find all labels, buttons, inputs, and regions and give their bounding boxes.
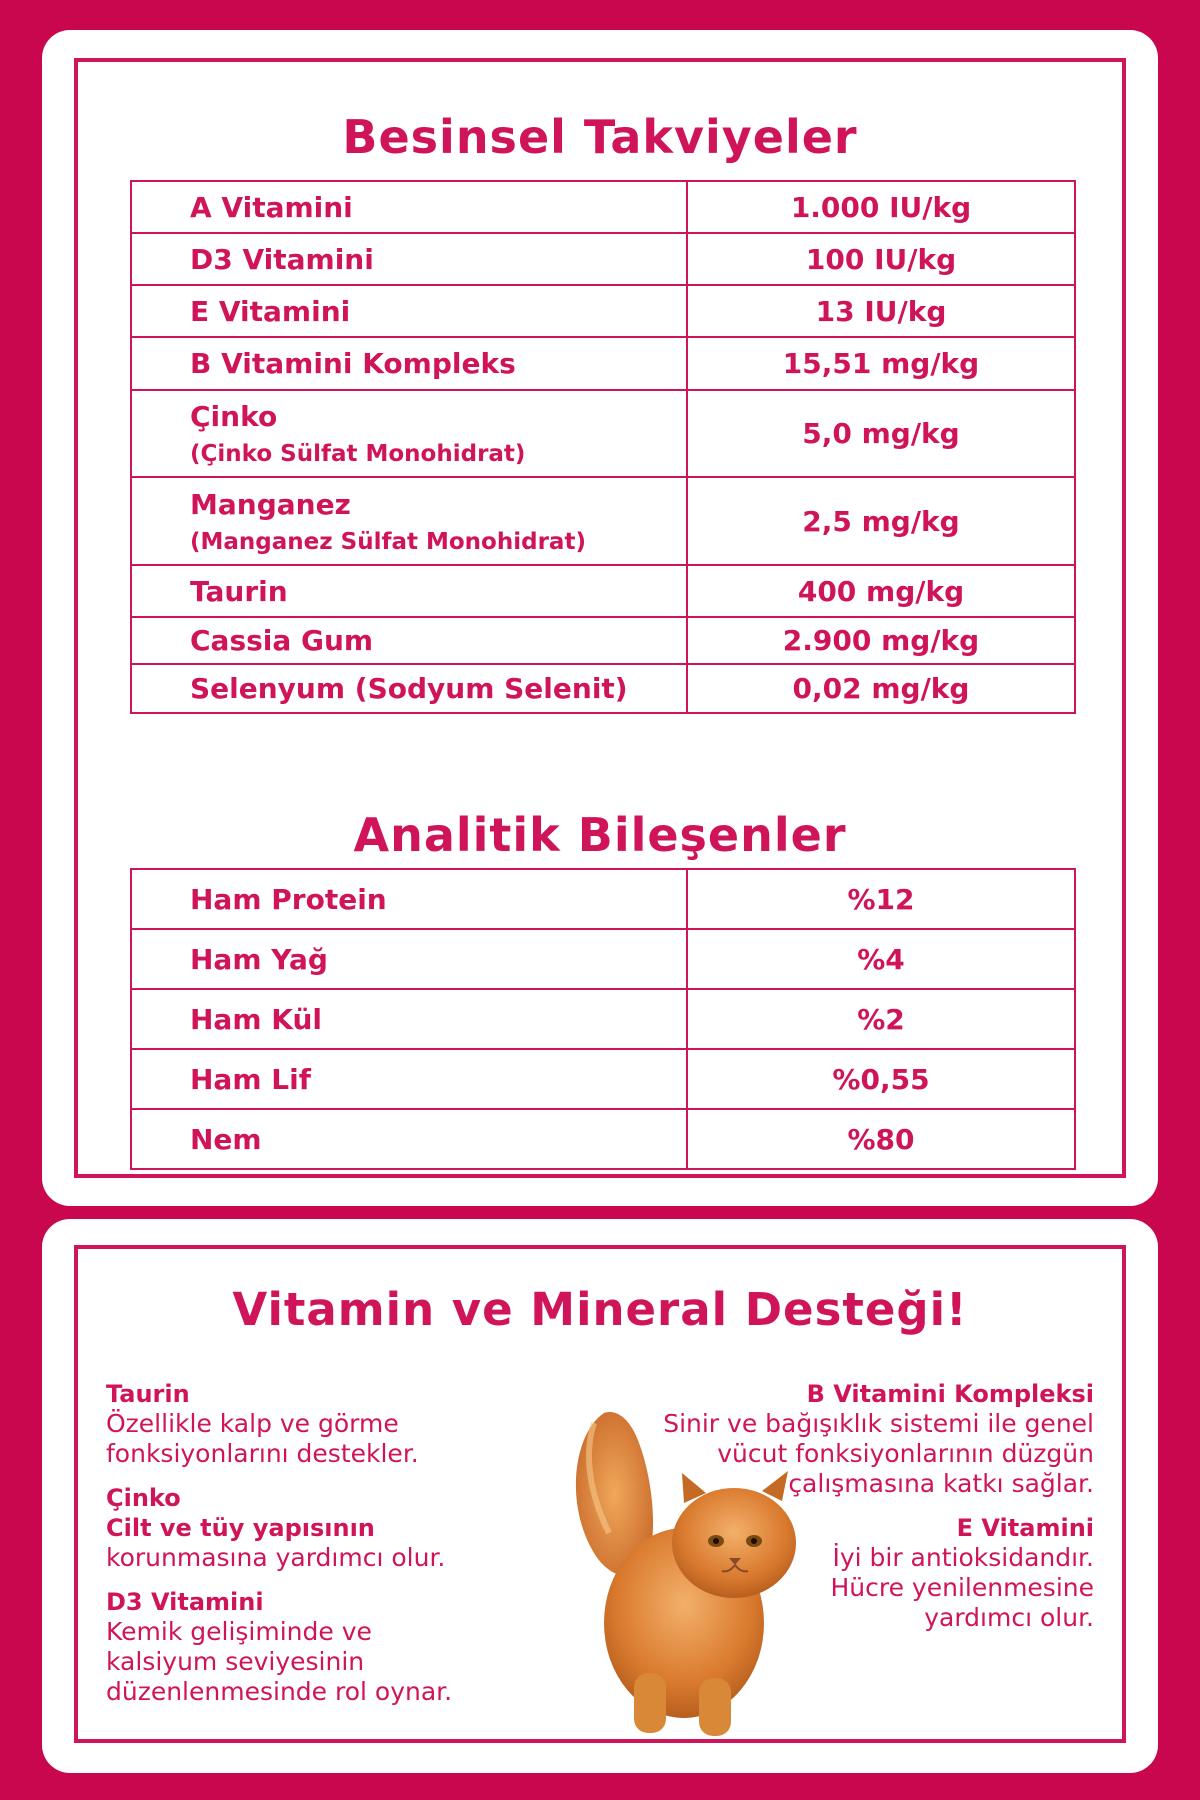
nutrient-value: 5,0 mg/kg — [687, 390, 1075, 477]
support-heading: D3 Vitamini — [106, 1588, 264, 1616]
component-name: Ham Yağ — [131, 929, 687, 989]
nutrient-subname: (Manganez Sülfat Monohidrat) — [190, 528, 586, 555]
supplements-table — [130, 180, 1076, 714]
support-title: Vitamin ve Mineral Desteği! — [232, 1283, 968, 1336]
component-name: Nem — [131, 1109, 687, 1169]
nutrient-value: 100 IU/kg — [687, 233, 1075, 285]
support-text: Özellikle kalp ve görme — [106, 1409, 399, 1438]
nutrient-name — [131, 617, 687, 664]
component-name: Ham Lif — [131, 1049, 687, 1109]
supplements-row — [131, 617, 1075, 664]
support-text: çalışmasına katkı sağlar. — [788, 1469, 1094, 1498]
nutrition-frame — [74, 58, 1126, 1178]
analytics-row — [131, 1049, 1075, 1109]
support-left-column — [106, 1379, 526, 1721]
nutrient-value: 1.000 IU/kg — [687, 181, 1075, 233]
nutrient-value: 15,51 mg/kg — [687, 337, 1075, 390]
nutrient-subname: (Çinko Sülfat Monohidrat) — [190, 441, 526, 467]
nutrient-value: 0,02 mg/kg — [687, 664, 1075, 713]
nutrient-name — [131, 390, 687, 477]
nutrient-name-text: Selenyum (Sodyum Selenit) — [190, 672, 628, 705]
analytics-row — [131, 989, 1075, 1049]
support-frame — [74, 1245, 1126, 1743]
nutrient-value: 13 IU/kg — [687, 285, 1075, 337]
support-text: düzenlenmesinde rol oynar. — [106, 1677, 453, 1706]
support-item-taurin — [106, 1379, 526, 1469]
component-name: Ham Kül — [131, 989, 687, 1049]
component-value: %0,55 — [687, 1049, 1075, 1109]
nutrient-value: 2,5 mg/kg — [687, 477, 1075, 565]
nutrient-value: 2.900 mg/kg — [687, 617, 1075, 664]
nutrient-name-text: Çinko — [190, 400, 278, 433]
nutrient-name — [131, 233, 687, 285]
supplements-row — [131, 477, 1075, 565]
nutrient-name-text: E Vitamini — [190, 294, 351, 328]
support-heading: Taurin — [106, 1380, 190, 1408]
nutrient-name-text: Cassia Gum — [190, 624, 374, 657]
support-text: Kemik gelişiminde ve — [106, 1617, 372, 1646]
support-text: korunmasına yardımcı olur. — [106, 1543, 446, 1572]
support-subheading: Cilt ve tüy yapısının — [106, 1514, 375, 1542]
support-text: İyi bir antioksidandır. — [832, 1543, 1094, 1572]
component-value: %4 — [687, 929, 1075, 989]
nutrient-name — [131, 477, 687, 565]
supplements-row — [131, 565, 1075, 617]
nutrient-name — [131, 664, 687, 713]
support-text: fonksiyonlarını destekler. — [106, 1439, 419, 1468]
nutrient-name-text: Taurin — [190, 574, 288, 608]
supplements-row — [131, 181, 1075, 233]
component-value: %12 — [687, 869, 1075, 929]
supplements-title: Besinsel Takviyeler — [342, 110, 858, 164]
support-text: Hücre yenilenmesine — [830, 1573, 1094, 1602]
analytics-table — [130, 868, 1076, 1170]
analytics-row — [131, 929, 1075, 989]
component-value: %80 — [687, 1109, 1075, 1169]
support-card — [42, 1219, 1158, 1773]
analytics-row — [131, 869, 1075, 929]
nutrient-name-text: D3 Vitamini — [190, 242, 374, 276]
nutrient-name — [131, 285, 687, 337]
nutrient-name-text: B Vitamini Kompleks — [190, 347, 516, 380]
supplements-row — [131, 285, 1075, 337]
support-text: Sinir ve bağışıklık sistemi ile genel — [663, 1409, 1094, 1438]
analytics-row — [131, 1109, 1075, 1169]
support-text: yardımcı olur. — [924, 1603, 1094, 1632]
supplements-row — [131, 233, 1075, 285]
nutrient-name-text: A Vitamini — [190, 190, 353, 224]
support-item-d3 — [106, 1587, 526, 1707]
nutrient-value: 400 mg/kg — [687, 565, 1075, 617]
support-heading: B Vitamini Kompleksi — [806, 1380, 1094, 1408]
cat-icon — [564, 1393, 834, 1743]
nutrient-name — [131, 181, 687, 233]
support-item-cinko — [106, 1483, 526, 1573]
support-heading: E Vitamini — [956, 1514, 1094, 1542]
supplements-row — [131, 337, 1075, 390]
component-name: Ham Protein — [131, 869, 687, 929]
component-value: %2 — [687, 989, 1075, 1049]
nutrient-name — [131, 565, 687, 617]
nutrition-card — [42, 30, 1158, 1206]
support-heading: Çinko — [106, 1484, 181, 1512]
supplements-row — [131, 390, 1075, 477]
support-text: kalsiyum seviyesinin — [106, 1647, 365, 1676]
nutrient-name-text: Manganez — [190, 487, 351, 521]
support-text: vücut fonksiyonlarının düzgün — [717, 1439, 1094, 1468]
analytics-title: Analitik Bileşenler — [353, 808, 847, 862]
supplements-row — [131, 664, 1075, 713]
nutrient-name — [131, 337, 687, 390]
